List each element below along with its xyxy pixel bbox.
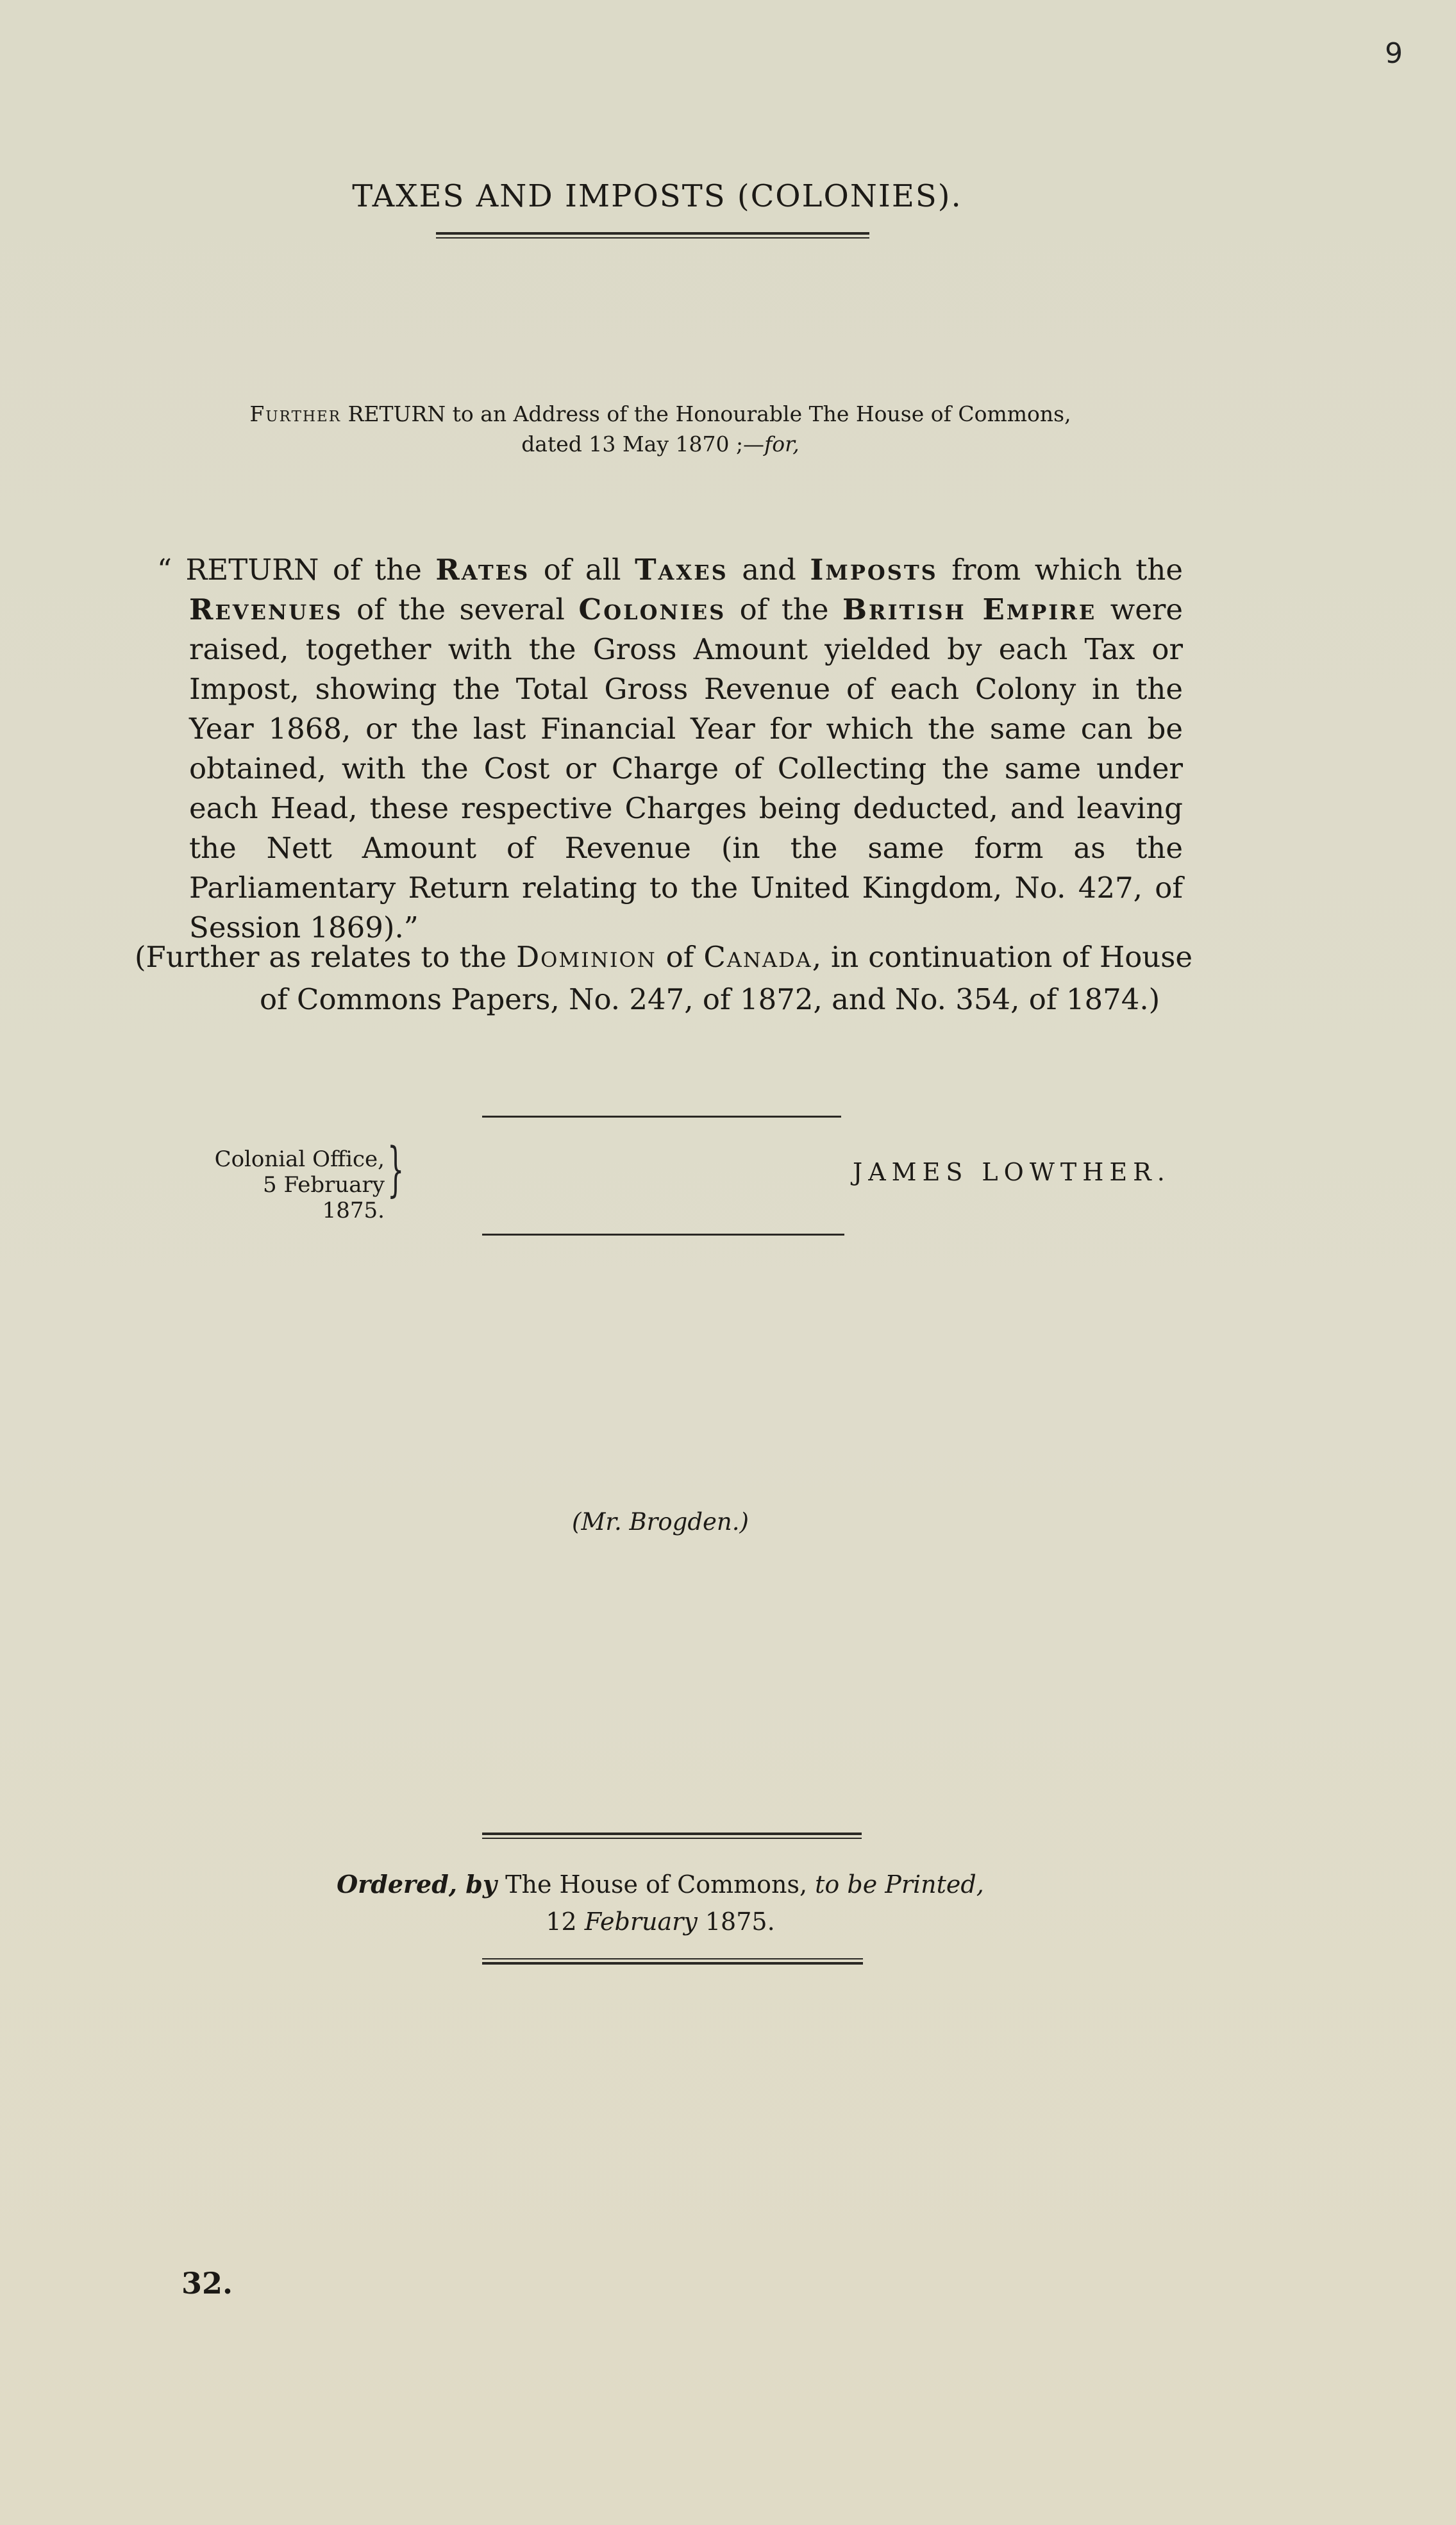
intro-line-2 xyxy=(0,429,1321,459)
return-text-3: and xyxy=(728,553,810,587)
further-text-2: of xyxy=(656,940,704,974)
order-month: February xyxy=(584,1908,698,1936)
return-text-6: of the xyxy=(726,592,842,626)
intro-line-1-rest: RETURN to an Address of the Honourable The House of Commons, xyxy=(341,401,1071,426)
rates-term: Rates xyxy=(435,553,530,587)
order-day: 12 xyxy=(546,1908,585,1936)
further-text-1: (Further as relates to the xyxy=(135,940,517,974)
intro-text xyxy=(0,399,1321,459)
return-text-1: “ RETURN of the xyxy=(157,553,436,587)
canada-term: Canada xyxy=(703,940,812,974)
order-year: 1875. xyxy=(697,1908,775,1936)
office-line-1: Colonial Office, xyxy=(214,1146,385,1172)
printing-order-line-1 xyxy=(0,1866,1321,1903)
right-brace-glyph: } xyxy=(387,1135,405,1204)
signatory-name: JAMES LOWTHER. xyxy=(853,1158,1171,1186)
intro-date: dated 13 May 1870 ;— xyxy=(521,432,765,457)
further-text-3: , in continuation of House of Commons Papers, No. 247, of 1872, and No. 354, of 1874.) xyxy=(260,940,1193,1016)
return-text-7: were raised, together with the Gross Amount yielded by each Tax or Impost, showing the Total Gross Revenue of each Colony in the Year 1868, or the last Financial Year for which the same can be obtained, with the Cost or Charge of Collecting the same under each Head, these respective Charges being deducted, and leaving the Nett Amount of Revenue (in the same form as the Parliamentary Return relating to the United Kingdom, No. 427, of Session 1869).” xyxy=(189,592,1183,944)
colonies-term: Colonies xyxy=(578,592,726,626)
further-word: Further xyxy=(249,401,342,426)
british-empire-term: British Empire xyxy=(842,592,1097,626)
ordered-rule-top-2 xyxy=(482,1838,862,1839)
by-word: by xyxy=(457,1870,506,1899)
imposts-term: Imposts xyxy=(810,553,938,587)
dominion-term: Dominion xyxy=(516,940,657,974)
ordered-word: Ordered, xyxy=(337,1870,458,1899)
office-line-2: 5 February 1875. xyxy=(263,1172,385,1223)
title-double-rule-bottom xyxy=(436,237,869,239)
signature-rule-bottom xyxy=(482,1234,844,1236)
office-dateline xyxy=(199,1146,385,1223)
return-paragraph xyxy=(131,550,1183,948)
printing-order-line-2 xyxy=(0,1903,1321,1940)
house-name: The House of Commons, xyxy=(505,1870,808,1899)
printing-order xyxy=(0,1866,1321,1940)
return-text-4: from which the xyxy=(937,553,1184,587)
signature-rule-top xyxy=(482,1116,841,1118)
presenter-note: (Mr. Brogden.) xyxy=(572,1508,749,1536)
return-text-5: of the several xyxy=(342,592,579,626)
ordered-rule-top-1 xyxy=(482,1833,862,1835)
return-text-2: of all xyxy=(530,553,635,587)
title-double-rule-top xyxy=(436,232,869,235)
ordered-rule-bottom-2 xyxy=(482,1962,863,1965)
further-paragraph xyxy=(135,936,1192,1021)
to-be-printed: to be Printed, xyxy=(807,1870,984,1899)
page-number: 9 xyxy=(1385,37,1403,70)
intro-line-1 xyxy=(0,399,1321,429)
revenues-term: Revenues xyxy=(189,592,343,626)
taxes-term: Taxes xyxy=(635,553,728,587)
ordered-rule-bottom-1 xyxy=(482,1958,863,1959)
document-title: TAXES AND IMPOSTS (COLONIES). xyxy=(352,178,962,214)
intro-for: for, xyxy=(764,432,799,457)
sheet-number: 32. xyxy=(181,2266,233,2301)
